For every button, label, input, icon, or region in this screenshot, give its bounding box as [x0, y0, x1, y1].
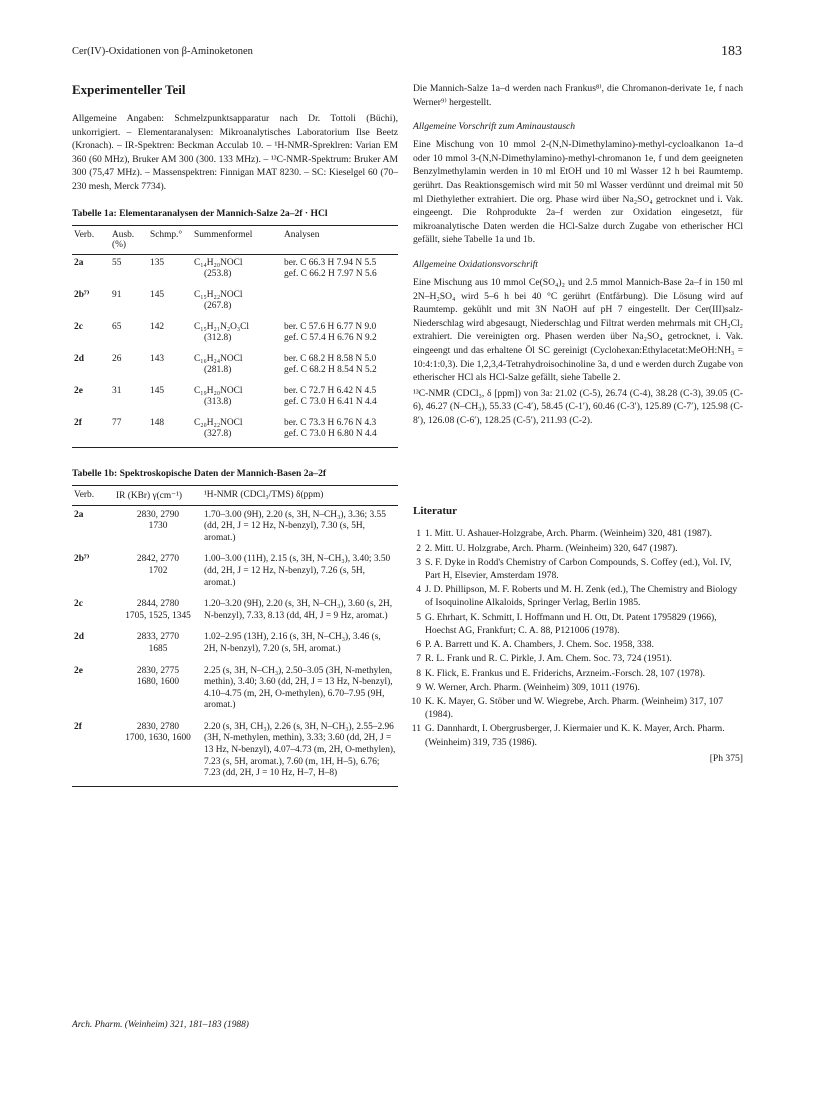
reference-text: K. K. Mayer, G. Stöber und W. Wiegrebe, Arch. Pharm. (Weinheim) 317, 107 (1984). [425, 695, 724, 721]
analysis-found: gef. C 73.0 H 6.41 N 4.4 [284, 397, 377, 408]
reference-number: 3 [416, 556, 421, 568]
ir-bands: 2830, 2775 1680, 1600 [136, 665, 180, 688]
table1-header: Analysen [282, 225, 398, 254]
analysis-cell [282, 383, 398, 415]
reference-number: 8 [416, 667, 421, 679]
table-row [72, 383, 398, 415]
ir-bands: 2833, 2770 1685 [136, 632, 180, 654]
formula-cell [192, 254, 282, 287]
reference-item [413, 652, 743, 665]
molar-mass: (253.8) [204, 269, 232, 280]
formula: C₁₅H₂₁N₂O₃Cl [194, 321, 250, 332]
reference-number: 7 [416, 653, 421, 665]
analysis-calculated: ber. C 68.2 H 8.58 N 5.0 [284, 353, 377, 364]
formula-cell [192, 319, 282, 351]
formula-cell [192, 351, 282, 383]
oxidation-paragraph: Eine Mischung aus 10 mmol Ce(SO₄)₂ und 2.5 mmol Mannich-Base 2a–f in 150 ml 2N–H₂SO₄ wird 5–6 h bei 40 °C gerührt (Entfärbung). Die Lösung wird auf Raumtemp. gekühlt und mit 3N NaOH auf pH 7 eingestellt. Der Cer(III)salz-Niederschlag wird abgesaugt, Niederschlag und Filtrat werden mehrmals mit CH₂Cl₂ extrahiert. Die vereinigten org. Phasen werden über Na₂SO₄ getrocknet, i. Vak. eingeengt und das erhaltene Öl SC gereinigt (Cyclohexan:Ethylacetat:MeOH:NH₃ = 10:4:1:0,3). Die 1,2,3,4-Tetrahydroisochinoline 3a, d und e werden durch Zugabe von etherischer HCl als HCl-Salze gefällt, siehe Tabelle 2. [413, 276, 743, 384]
amine-exchange-heading: Allgemeine Vorschrift zum Aminaustausch [413, 121, 576, 133]
intro-paragraph: Allgemeine Angaben: Schmelzpunktsapparatur nach Dr. Tottoli (Büchi), unkorrigiert. – Elementaranalysen: Mikroanalytisches Laboratorium Ilse Beetz (Kronach). – IR-Spektren: Beckman Acculab 10. – ¹H-NMR-Spreklren: Varian EM 360 (60 MHz), Bruker AM 300 (300. 133 MHz). – ¹³C-NMR-Spektrum: Bruker AM 300 (75,47 MHz). – Massenspektren: Finnigan MAT 8230. – SC: Kieselgel 60 (70–230 mesh, Merck 7734). [72, 113, 398, 192]
molar-mass: (327.8) [204, 429, 232, 440]
compound-id: 2d [74, 353, 84, 364]
reference-text: J. D. Phillipson, M. F. Roberts und M. H. Zenk (ed.), The Chemistry and Biology of Isoquinoline Alkaloids, Springer Verlag, Berlin 1985. [425, 584, 738, 609]
nmr-shifts: 1.20–3.20 (9H), 2.20 (s, 3H, N–CH₃), 3.60 (s, 2H, N-benzyl), 7.33, 8.13 (dd, 4H, J = 9 Hz, aromat.) [204, 599, 393, 621]
reference-text: 1. Mitt. U. Ashauer-Holzgrabe, Arch. Pharm. (Weinheim) 320, 481 (1987). [425, 528, 713, 540]
molar-mass: (281.8) [204, 365, 232, 376]
formula-cell [192, 415, 282, 448]
table2-header: IR (KBr) γ(cm⁻¹) [114, 485, 202, 505]
table-row [72, 319, 398, 351]
reference-text: S. F. Dyke in Rodd's Chemistry of Carbon Compounds, S. Coffey (ed.), Vol. IV, Part H, Elsevier, Amsterdam 1978. [425, 556, 732, 582]
molar-mass: (312.8) [204, 333, 232, 344]
nmr-shifts: 1.00–3.00 (11H), 2.15 (s, 3H, N–CH₃), 3.40; 3.50 (dd, 2H, J = 12 Hz, N-benzyl), 7.26 (s, 5H, aromat.) [204, 554, 391, 588]
table-row [72, 505, 398, 550]
melting-point: 142 [150, 321, 165, 332]
manuscript-signature: [Ph 375] [709, 752, 743, 764]
reference-text: W. Werner, Arch. Pharm. (Weinheim) 309, 1011 (1976). [425, 681, 640, 693]
table1-header: Verb. [72, 225, 110, 254]
nmr-shifts: 2.25 (s, 3H, N–CH₃), 2.50–3.05 (3H, N-methylen, methin), 3.40; 3.60 (dd, 2H, J = 13 Hz, N-benzyl), 4.10–4.75 (m, 2H, O-methylen), 6.70–7.95 (9H, aromat.) [204, 665, 393, 711]
ir-bands: 2830, 2780 1700, 1630, 1600 [125, 721, 191, 744]
analysis-calculated: ber. C 57.6 H 6.77 N 9.0 [284, 321, 377, 332]
reference-text: K. Flick, E. Frankus und E. Friderichs, Arzneim.-Forsch. 28, 107 (1978). [425, 667, 706, 679]
reference-number: 11 [411, 723, 421, 735]
analysis-cell [282, 287, 398, 319]
reference-text: P. A. Barrett und K. A. Chambers, J. Chem. Soc. 1958, 338. [425, 639, 654, 651]
running-title: Cer(IV)-Oxidationen von β-Aminoketonen [72, 46, 253, 57]
formula-cell [192, 287, 282, 319]
reference-text: R. L. Frank und R. C. Pirkle, J. Am. Chem. Soc. 73, 724 (1951). [425, 653, 672, 665]
reference-item [413, 638, 743, 651]
reference-item [413, 583, 743, 609]
melting-point: 135 [150, 257, 165, 268]
reference-text: 2. Mitt. U. Holzgrabe, Arch. Pharm. (Weinheim) 320, 647 (1987). [425, 542, 678, 554]
amine-exchange-paragraph: Eine Mischung von 10 mmol 2-(N,N-Dimethylamino)-methyl-cycloalkanon 1a–d oder 10 mmol 3-(N,N-Dimethylamino)-methyl-chromanon 1e, f und dem geeigneten Benzylmethylamin werden in 10 ml EtOH und 10 ml Wasser 12 h bei Raumtemp. gerührt. Das Reaktionsgemisch wird mit 50 ml Wasser verdünnt und dreimal mit 50 ml Diethylether extrahiert. Die org. Phase wird über Na₂SO₄ getrocknet und i. Vak. eingeengt. Die Rohprodukte 2a–f werden zur Oxidation eingesetzt, für mikroanalytische Daten werden die HCl-Salze durch Zugabe von etherischer HCl gefällt, siehe Tabelle 1a und 1b. [413, 139, 743, 246]
reference-number: 6 [416, 639, 421, 651]
formula: C₁₅H₂₂NOCl [194, 289, 243, 300]
analysis-calculated: ber. C 73.3 H 6.76 N 4.3 [284, 417, 377, 428]
reference-text: G. Ehrhart, K. Schmitt, I. Hoffmann und H. Ott, Dt. Patent 1795829 (1966), Hoechst AG, Frankfurt; C. A. 88, P121006 (1978). [425, 611, 717, 636]
ir-bands: 2842, 2770 1702 [136, 554, 180, 576]
table1-header: Summenformel [192, 225, 282, 254]
yield: 91 [112, 289, 122, 300]
table2-header: Verb. [72, 485, 114, 505]
formula-cell [192, 383, 282, 415]
analysis-cell [282, 351, 398, 383]
table2-header: ¹H-NMR (CDCl₃/TMS) δ(ppm) [202, 485, 398, 505]
compound-id: 2e [74, 385, 83, 396]
section-title: Experimenteller Teil [72, 82, 186, 97]
reference-number: 1 [416, 528, 421, 540]
yield: 26 [112, 353, 122, 364]
reference-number: 4 [416, 584, 421, 596]
reference-number: 9 [416, 681, 421, 693]
analysis-found: gef. C 66.2 H 7.97 N 5.6 [284, 269, 377, 280]
analysis-cell [282, 319, 398, 351]
analysis-calculated: ber. C 72.7 H 6.42 N 4.5 [284, 385, 377, 396]
reference-item [413, 542, 743, 555]
yield: 31 [112, 385, 122, 396]
melting-point: 145 [150, 289, 165, 300]
table-row [72, 254, 398, 287]
compound-id: 2b⁷⁾ [74, 554, 90, 565]
table-row [72, 595, 398, 628]
analysis-cell [282, 415, 398, 448]
reference-item [413, 695, 743, 721]
compound-id: 2d [74, 632, 84, 643]
compound-id: 2c [74, 599, 83, 610]
nmr-shifts: 1.70–3.00 (9H), 2.20 (s, 3H, N–CH₃), 3.36; 3.55 (dd, 2H, J = 12 Hz, N-benzyl), 7.30 (s, 5H, aromat.) [204, 509, 386, 543]
compound-id: 2c [74, 321, 83, 332]
ir-bands: 2830, 2790 1730 [136, 509, 180, 532]
melting-point: 143 [150, 353, 165, 364]
yield: 65 [112, 321, 122, 332]
table1-header: Schmp.° [148, 225, 192, 254]
reference-item [413, 722, 743, 748]
literature-title: Literatur [413, 505, 457, 518]
analysis-found: gef. C 68.2 H 8.54 N 5.2 [284, 365, 377, 376]
table1-header: Ausb. (%) [110, 225, 148, 254]
journal-footer: Arch. Pharm. (Weinheim) 321, 181–183 (1988) [72, 1020, 249, 1030]
melting-point: 145 [150, 385, 165, 396]
formula: C₁₄H₂₀NOCl [194, 257, 243, 268]
reference-number: 10 [411, 695, 421, 707]
table-row [72, 415, 398, 448]
nmr-shifts: 1.02–2.95 (13H), 2.16 (s, 3H, N–CH₃), 3.46 (s, 2H, N-benzyl), 7.20 (s, 5H, aromat.) [204, 632, 381, 654]
reference-item [413, 527, 743, 540]
reference-list [413, 527, 743, 748]
oxidation-heading: Allgemeine Oxidationsvorschrift [413, 258, 538, 270]
reference-item [413, 667, 743, 680]
formula: C₁₉H₂₀NOCl [194, 385, 243, 396]
table-row [72, 287, 398, 319]
nmr-shifts: 2.20 (s, 3H, CH₃), 2.26 (s, 3H, N–CH₃), 2.55–2.96 (3H, N-methylen, methin), 3.33; 3.60 (dd, 2H, J = 13 Hz, N-benzyl), 4.07–4.73 (m, 2H, O-methylen), 7.23 (s, 5H, aromat.), 7.60 (m, 1H, H–5), 6.76; 7.23 (dd, 2H, J = 10 Hz, H–7, H–8) [204, 721, 396, 779]
right-column [413, 82, 743, 764]
table-row [72, 662, 398, 718]
table2-caption: Tabelle 1b: Spektroskopische Daten der Mannich-Basen 2a–2f [72, 467, 327, 479]
table-row [72, 718, 398, 786]
compound-id: 2f [74, 417, 82, 428]
analysis-found: gef. C 57.4 H 6.76 N 9.2 [284, 333, 377, 344]
compound-id: 2b⁷⁾ [74, 289, 90, 300]
molar-mass: (313.8) [204, 397, 232, 408]
c13-nmr-paragraph: ¹³C-NMR (CDCl₃, δ [ppm]) von 3a: 21.02 (C-5), 26.74 (C-4), 38.28 (C-3), 39.05 (C-6), 46.27 (N–CH₃), 55.33 (C-4′), 58.45 (C-1′), 60.46 (C-3′), 125.89 (C-7′), 125.98 (C-8′), 126.08 (C-6′), 128.25 (C-5′), 211.93 (C-2). [413, 387, 743, 426]
table-row [72, 628, 398, 661]
table-row [72, 351, 398, 383]
analysis-calculated: ber. C 66.3 H 7.94 N 5.5 [284, 257, 377, 268]
reference-number: 2 [416, 542, 421, 554]
left-column [72, 82, 398, 787]
reference-number: 5 [416, 611, 421, 623]
page-number: 183 [721, 44, 742, 59]
formula: C₂₀H₂₂NOCl [194, 417, 243, 428]
analysis-found: gef. C 73.0 H 6.80 N 4.4 [284, 429, 377, 440]
yield: 55 [112, 257, 122, 268]
compound-id: 2a [74, 509, 84, 520]
compound-id: 2e [74, 665, 83, 676]
reference-text: G. Dannhardt, I. Obergrusberger, J. Kiermaier und K. K. Mayer, Arch. Pharm. (Weinheim) 319, 735 (1986). [425, 723, 725, 748]
mannich-paragraph: Die Mannich-Salze 1a–d werden nach Frankus⁸⁾, die Chromanon-derivate 1e, f nach Werner⁹⁾ hergestellt. [413, 83, 743, 108]
compound-id: 2f [74, 721, 82, 732]
elemental-analysis-table [72, 225, 398, 448]
melting-point: 148 [150, 417, 165, 428]
reference-item [413, 681, 743, 694]
spectroscopy-table [72, 485, 398, 787]
ir-bands: 2844, 2780 1705, 1525, 1345 [125, 599, 191, 621]
table-row [72, 550, 398, 595]
molar-mass: (267.8) [204, 301, 232, 312]
reference-item [413, 611, 743, 637]
compound-id: 2a [74, 257, 84, 268]
formula: C₁₆H₂₄NOCl [194, 353, 243, 364]
analysis-cell [282, 254, 398, 287]
yield: 77 [112, 417, 122, 428]
table1-caption: Tabelle 1a: Elementaranalysen der Mannich-Salze 2a–2f · HCl [72, 207, 328, 219]
reference-item [413, 556, 743, 582]
